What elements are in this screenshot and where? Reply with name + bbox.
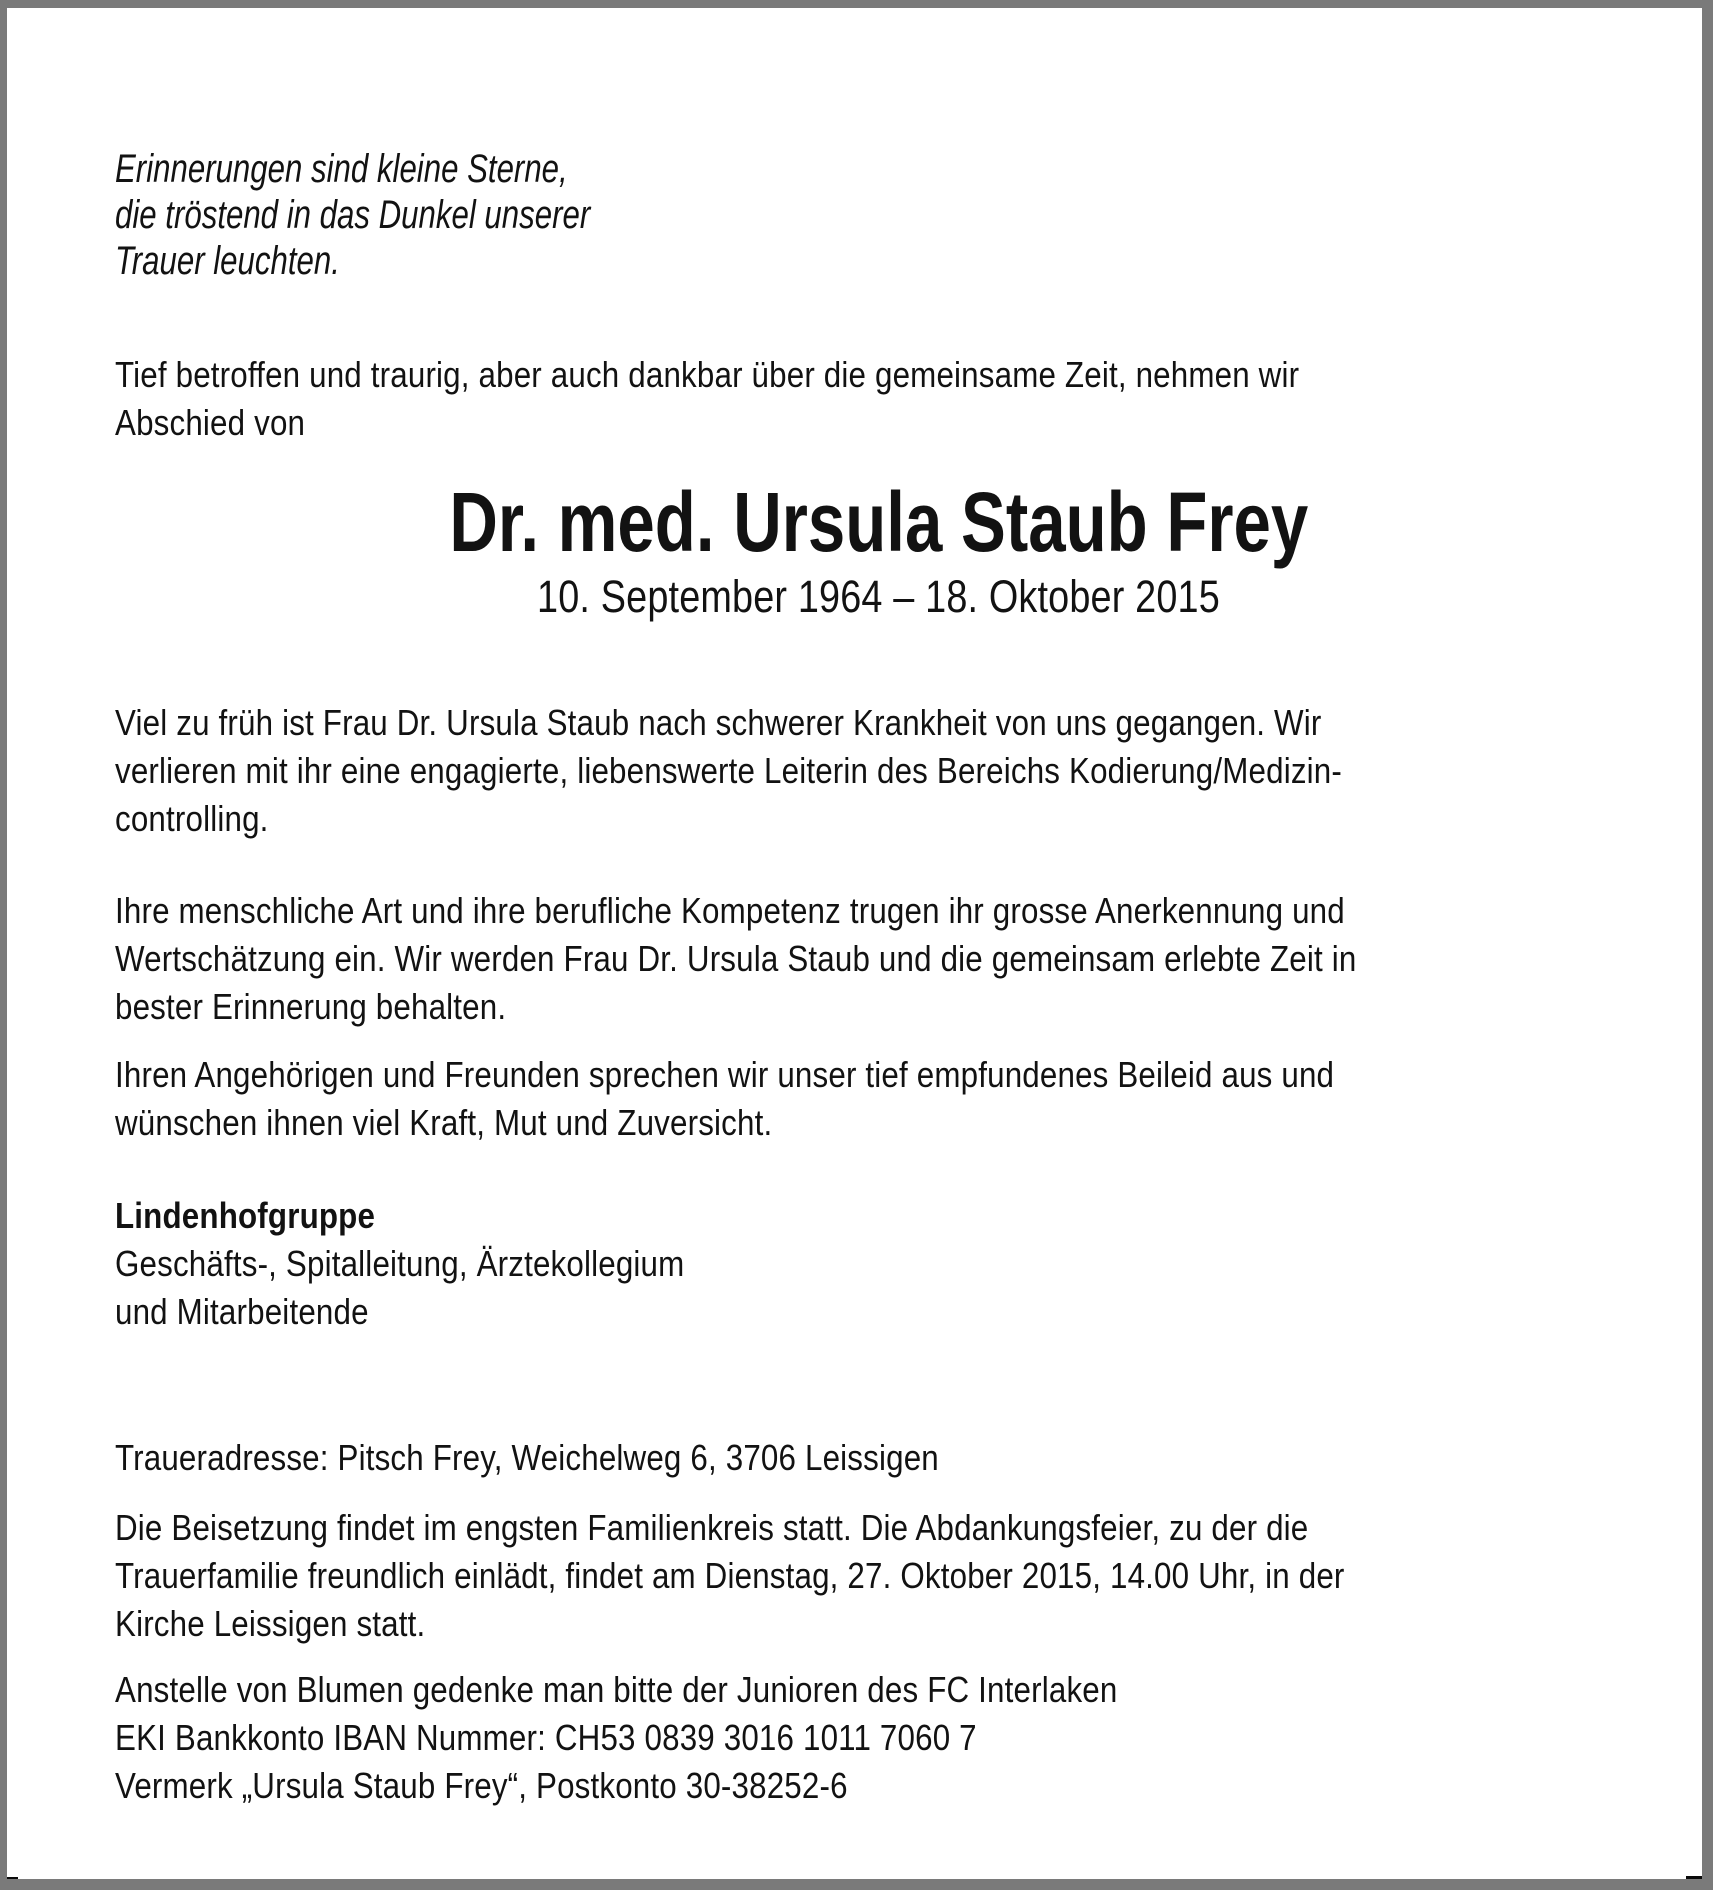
donation-line: EKI Bankkonto IBAN Nummer: CH53 0839 3016 1011 7060 7 (115, 1717, 977, 1758)
funeral-line: Die Beisetzung findet im engsten Familienkreis statt. Die Abdankungsfeier, zu der die (115, 1507, 1309, 1548)
paragraph-line: Wertschätzung ein. Wir werden Frau Dr. Ursula Staub und die gemeinsam erlebte Zeit in (115, 938, 1357, 979)
scan-artifact-top-right (1693, 0, 1713, 8)
intro-line: Abschied von (115, 402, 306, 443)
scan-artifact-bottom-left (0, 1877, 18, 1881)
paragraph-line: verlieren mit ihr eine engagierte, liebenswerte Leiterin des Bereichs Kodierung/Medizin- (115, 750, 1342, 791)
life-dates: 10. September 1964 – 18. Oktober 2015 (537, 571, 1220, 622)
deceased-name: Dr. med. Ursula Staub Frey (449, 475, 1308, 569)
verse-line: Erinnerungen sind kleine Sterne, (115, 147, 568, 191)
organization-name: Lindenhofgruppe (115, 1195, 376, 1236)
obituary-paragraph-1 (115, 699, 1642, 843)
verse-line: die tröstend in das Dunkel unserer (115, 193, 591, 237)
scan-artifact-bottom-right (1686, 1876, 1706, 1881)
intro-line: Tief betroffen und traurig, aber auch dankbar über die gemeinsame Zeit, nehmen wir (115, 354, 1300, 395)
funeral-info-paragraph (115, 1504, 1642, 1648)
signature-line: und Mitarbeitende (115, 1291, 369, 1332)
paragraph-line: wünschen ihnen viel Kraft, Mut und Zuversicht. (115, 1102, 773, 1143)
paragraph-line: Ihre menschliche Art und ihre berufliche Kompetenz trugen ihr grosse Anerkennung und (115, 890, 1345, 931)
paragraph-line: Viel zu früh ist Frau Dr. Ursula Staub nach schwerer Krankheit von uns gegangen. Wir (115, 702, 1322, 743)
memorial-verse (115, 146, 1642, 284)
paragraph-line: bester Erinnerung behalten. (115, 986, 507, 1027)
notice-content (7, 8, 1702, 1879)
donation-info-paragraph (115, 1666, 1642, 1810)
donation-line: Anstelle von Blumen gedenke man bitte der Junioren des FC Interlaken (115, 1669, 1118, 1710)
deceased-name-heading (115, 475, 1642, 569)
donation-line: Vermerk „Ursula Staub Frey“, Postkonto 30-38252-6 (115, 1765, 848, 1806)
signature-line: Geschäfts-, Spitalleitung, Ärztekollegium (115, 1243, 685, 1284)
mourning-address: Traueradresse: Pitsch Frey, Weichelweg 6, 3706 Leissigen (115, 1437, 939, 1478)
signature-block (115, 1192, 1642, 1336)
paragraph-line: Ihren Angehörigen und Freunden sprechen wir unser tief empfundenes Beileid aus und (115, 1054, 1335, 1095)
funeral-line: Kirche Leissigen statt. (115, 1603, 426, 1644)
funeral-line: Trauerfamilie freundlich einlädt, findet am Dienstag, 27. Oktober 2015, 14.00 Uhr, in der (115, 1555, 1345, 1596)
obituary-paragraph-2 (115, 887, 1642, 1031)
mourning-address-block (115, 1434, 1642, 1482)
condolence-paragraph (115, 1051, 1642, 1147)
paragraph-line: controlling. (115, 798, 269, 839)
intro-paragraph (115, 351, 1642, 447)
verse-line: Trauer leuchten. (115, 239, 340, 283)
life-dates-block (115, 573, 1642, 621)
